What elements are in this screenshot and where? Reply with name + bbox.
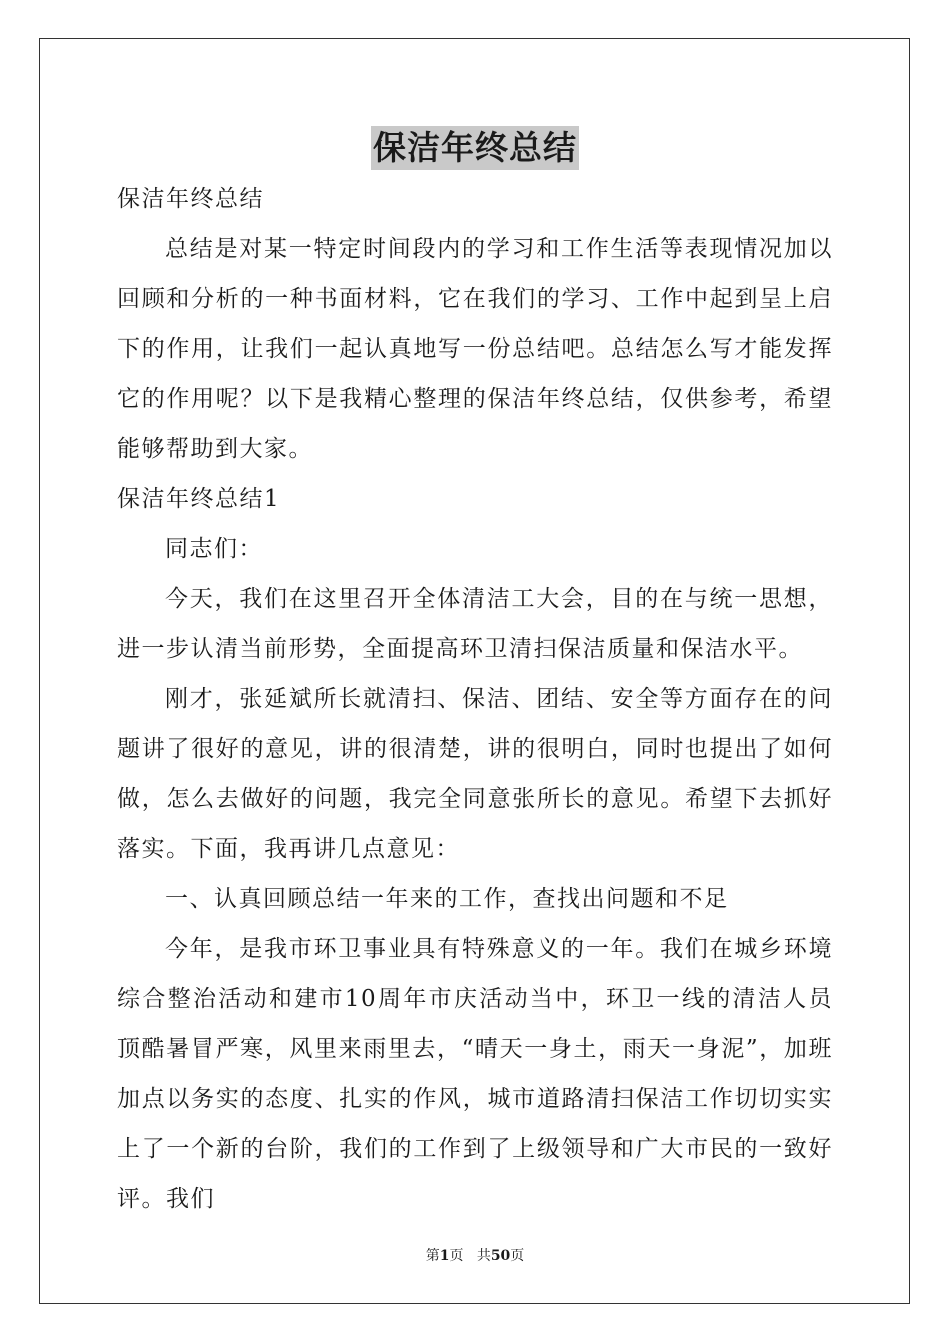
page-suffix: 页 <box>449 1248 464 1264</box>
paragraph-1: 今天，我们在这里召开全体清洁工大会，目的在与统一思想，进一步认清当前形势，全面提高环卫清扫保洁质量和保洁水平。 <box>117 586 833 662</box>
paragraph-2: 刚才，张延斌所长就清扫、保洁、团结、安全等方面存在的问题讲了很好的意见，讲的很清楚，讲的很明白，同时也提出了如何做，怎么去做好的问题，我完全同意张所长的意见。希望下去抓好落实。下面，我再讲几点意见： <box>117 686 833 862</box>
point-heading-1: 一、认真回顾总结一年来的工作，查找出问题和不足 <box>165 886 729 912</box>
subtitle: 保洁年终总结 <box>117 186 264 212</box>
page-footer <box>0 1246 950 1266</box>
page-prefix: 第 <box>425 1248 440 1264</box>
page-number: 1 <box>439 1248 450 1264</box>
total-suffix: 页 <box>510 1248 525 1264</box>
total-prefix: 共 <box>476 1248 491 1264</box>
paragraph-3: 今年，是我市环卫事业具有特殊意义的一年。我们在城乡环境综合整治活动和建市10周年市庆活动当中，环卫一线的清洁人员顶酷暑冒严寒，风里来雨里去，“晴天一身土，雨天一身泥”，加班加点以务实的态度、扎实的作风，城市道路清扫保洁工作切切实实上了一个新的台阶，我们的工作到了上级领导和广大市民的一致好评。我们 <box>117 936 833 1212</box>
title-wrapper <box>0 126 950 170</box>
document-title: 保洁年终总结 <box>371 126 579 170</box>
greeting: 同志们： <box>165 536 263 562</box>
total-pages: 50 <box>490 1248 511 1264</box>
intro-paragraph: 总结是对某一特定时间段内的学习和工作生活等表现情况加以回顾和分析的一种书面材料，它在我们的学习、工作中起到呈上启下的作用，让我们一起认真地写一份总结吧。总结怎么写才能发挥它的作用呢？以下是我精心整理的保洁年终总结，仅供参考，希望能够帮助到大家。 <box>117 236 833 462</box>
section-heading: 保洁年终总结1 <box>117 486 281 512</box>
